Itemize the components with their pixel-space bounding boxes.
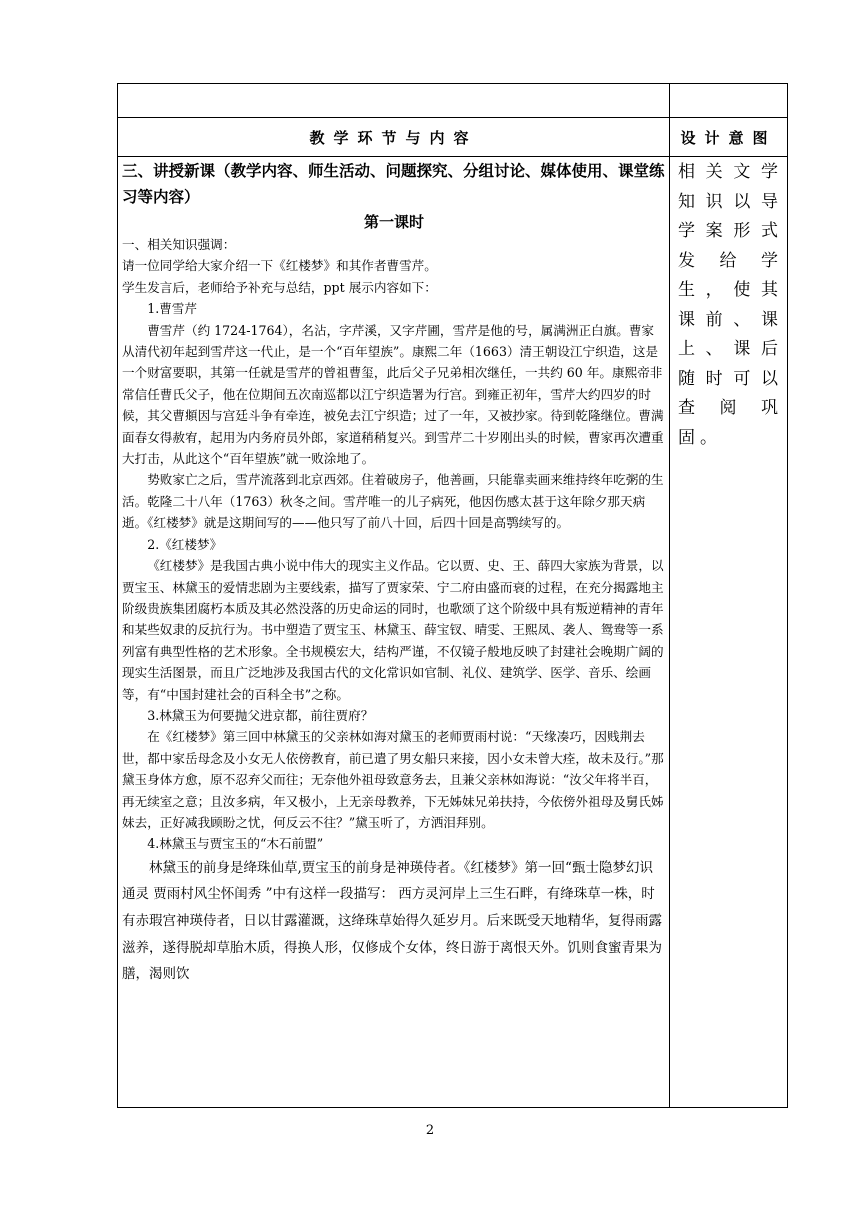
- paragraph-request: 请一位同学给大家介绍一下《红楼梦》和其作者曹雪芹。: [122, 258, 437, 274]
- lesson-period: 第一课时: [363, 213, 424, 231]
- header-teaching-content: 教学环节与内容: [118, 118, 670, 157]
- paragraph-wood-stone-pledge: 林黛玉的前身是绛珠仙草,贾宝玉的前身是神瑛侍者。《红楼梦》第一回“甄士隐梦幻识通灵 贾雨村风尘怀闺秀 ”中有这样一段描写： 西方灵河岸上三生石畔，有绛珠草一株，时有赤瑕宫神瑛侍者，日以甘露灌溉，这绛珠草始得久延岁月。后来既受天地精华，复得雨露滋养，遂得脱却草胎木质，得换人形，仅修成个女体，终日游于离恨天外。饥则食蜜青果为膳，渴则饮: [122, 859, 662, 983]
- teaching-content: [118, 157, 669, 988]
- paragraph-summary: 学生发言后，老师给予补充与总结，ppt 展示内容如下：: [122, 279, 437, 295]
- paragraph-hongloumeng: 《红楼梦》是我国古典小说中伟大的现实主义作品。它以贾、史、王、薛四大家族为背景，以贾宝玉、林黛玉的爱情悲剧为主要线索，描写了贾家荣、宁二府由盛而衰的过程，在充分揭露地主阶级贵族集团腐朽本质及其必然没落的历史命运的同时，也歌颂了这个阶级中具有叛逆精神的青年和某些奴隶的反抗行为。书中塑造了贾宝玉、林黛玉、薛宝钗、晴雯、王熙凤、袭人、鸳鸯等一系列富有典型性格的艺术形象。全书规模宏大，结构严谨，不仅镜子般地反映了封建社会晚期广阔的现实生活图景，而且广泛地涉及我国古代的文化常识如官制、礼仪、建筑学、医学、音乐、绘画等，有“中国封建社会的百科全书”之称。: [122, 558, 664, 702]
- subheading-wood-stone-pledge: 4.林黛玉与贾宝玉的“木石前盟”: [147, 836, 324, 852]
- design-intent-cell: [670, 157, 788, 1108]
- empty-cell-left: [118, 84, 670, 118]
- paragraph-cao-later-life: 势败家亡之后，雪芹流落到北京西郊。住着破房子，他善画，只能靠卖画来维持终年吃粥的生活。乾隆二十八年（1763）秋冬之间。雪芹唯一的儿子病死，他因伤感太甚于这年除夕那天病逝。《红楼梦》就是这期间写的——他只写了前八十回，后四十回是高鹗续写的。: [122, 472, 664, 531]
- empty-top-row: [118, 84, 788, 118]
- design-intent-text: 相关文学知识以导学案形式发给学生，使其课前、课上、课后随时可以查阅巩固。: [678, 162, 783, 448]
- page-number: 2: [425, 1123, 435, 1138]
- subheading-lin-daiyu-question: 3.林黛玉为何要抛父进京都，前往贾府？: [147, 707, 374, 723]
- empty-cell-right: [670, 84, 788, 118]
- teaching-content-cell: [118, 157, 670, 1108]
- paragraph-lin-daiyu: 在《红楼梦》第三回中林黛玉的父亲林如海对黛玉的老师贾雨村说：“天缘凑巧，因贱荆去世，都中家岳母念及小女无人依傍教育，前已遣了男女船只来接，因小女未曾大痊，故未及行。”那黛玉身体方愈，原不忍弃父而往；无奈他外祖母致意务去，且兼父亲林如海说：“汝父年将半百，再无续室之意；且汝多病，年又极小，上无亲母教养，下无姊妹兄弟扶持，今依傍外祖母及舅氏姊妹去，正好减我顾盼之忧，何反云不往？”黛玉听了，方洒泪拜别。: [122, 729, 664, 830]
- paragraph-knowledge-heading: 一、相关知识强调：: [122, 237, 236, 252]
- paragraph-cao-biography: 曹雪芹（约 1724-1764），名沾，字芹溪，又字芹圃，雪芹是他的号，属满洲正白旗。曹家从清代初年起到雪芹这一代止，是一个“百年望族”。康熙二年（1663）清王朝设江宁织造，这是一个财富要职，其第一任就是雪芹的曾祖曹玺，此后父子兄弟相次继任，一共约 60 年。康熙帝非常信任曹氏父子，他在位期间五次南巡都以江宁织造署为行宫。到雍正初年，雪芹大约四岁的时候，其父曹頫因与宫廷斗争有牵连，被免去江宁织造；过了一年，又被抄家。待到乾隆继位。曹满面春女得赦宥，起用为内务府员外郎，家道稍稍复兴。到雪芹二十岁刚出头的时候，曹家再次遭重大打击，从此这个“百年望族”就一败涂地了。: [122, 322, 664, 467]
- lesson-plan-table: [117, 83, 788, 1108]
- section-title: 三、讲授新课（教学内容、师生活动、问题探究、分组讨论、媒体使用、课堂练习等内容）: [122, 161, 665, 206]
- content-row: [118, 157, 788, 1108]
- header-design-intent: 设计意图: [670, 118, 788, 157]
- header-row: [118, 118, 788, 157]
- subheading-cao-xueqin: 1.曹雪芹: [147, 301, 197, 317]
- subheading-hongloumeng: 2.《红楼梦》: [147, 536, 223, 552]
